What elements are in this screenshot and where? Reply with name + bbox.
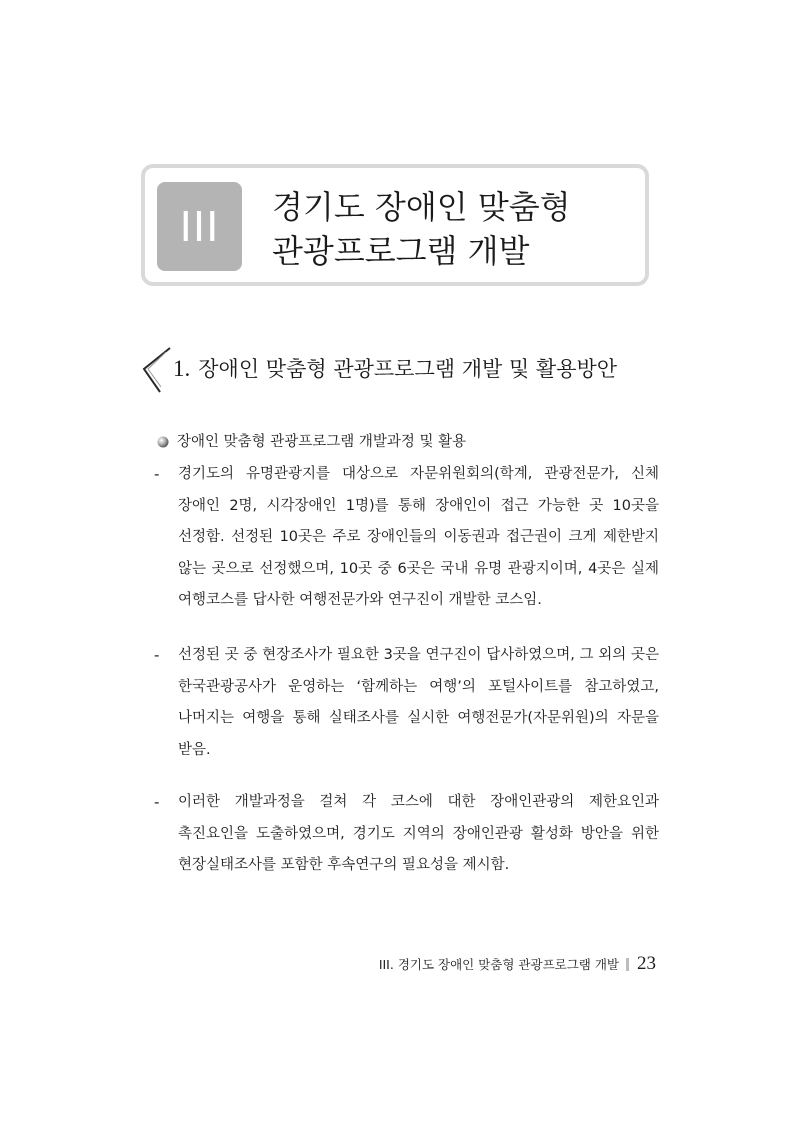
section-heading [173,354,673,384]
list-item [154,459,659,617]
list-item-text: 이러한 개발과정을 걸쳐 각 코스에 대한 장애인관광의 제한요인과 촉진요인을 도출하였으며, 경기도 지역의 장애인관광 활성화 방안을 위한 현장실태조사를 포함한 후속연구의 필요성을 제시함. [178,794,659,873]
running-title: III. 경기도 장애인 맞춤형 관광프로그램 개발 [378,957,619,972]
subheading-text: 장애인 맞춤형 관광프로그램 개발과정 및 활용 [177,434,467,450]
list-item [154,640,659,766]
section-title-text: 장애인 맞춤형 관광프로그램 개발 및 활용방안 [198,357,618,381]
chapter-title [272,185,642,273]
page-number: 23 [637,953,656,974]
chapter-title-line1: 경기도 장애인 맞춤형 [272,188,571,226]
list-dash: - [154,465,160,483]
list-item-text: 선정된 곳 중 현장조사가 필요한 3곳을 연구진이 답사하였으며, 그 외의 곳은 한국관광공사가 운영하는 ‘함께하는 여행’의 포털사이트를 참고하였고, 나머지는 여행을 통해 실태조사를 실시한 여행전문가(자문위원)의 자문을 받음. [178,647,659,758]
list-dash: - [154,646,160,664]
list-item-text: 경기도의 유명관광지를 대상으로 자문위원회의(학계, 관광전문가, 신체 장애인 2명, 시각장애인 1명)를 통해 장애인이 접근 가능한 곳 10곳을 선정함. 선정된 10곳은 주로 장애인들의 이동권과 접근권이 크게 제한받지 않는 곳으로 선정했으며, 10곳 중 6곳은 국내 유명 관광지이며, 4곳은 실제 여행코스를 답사한 여행전문가와 연구진이 개발한 코스임. [178,466,659,608]
footer-separator [626,958,629,971]
chapter-number-badge: III [157,182,242,271]
section-corner-mark-icon [140,345,176,397]
chapter-title-line2: 관광프로그램 개발 [272,232,530,270]
subheading [157,430,466,454]
page-footer [379,950,656,978]
sphere-bullet-icon [157,436,169,448]
list-item [154,787,659,882]
list-dash: - [154,793,160,811]
section-number: 1. [173,356,191,381]
